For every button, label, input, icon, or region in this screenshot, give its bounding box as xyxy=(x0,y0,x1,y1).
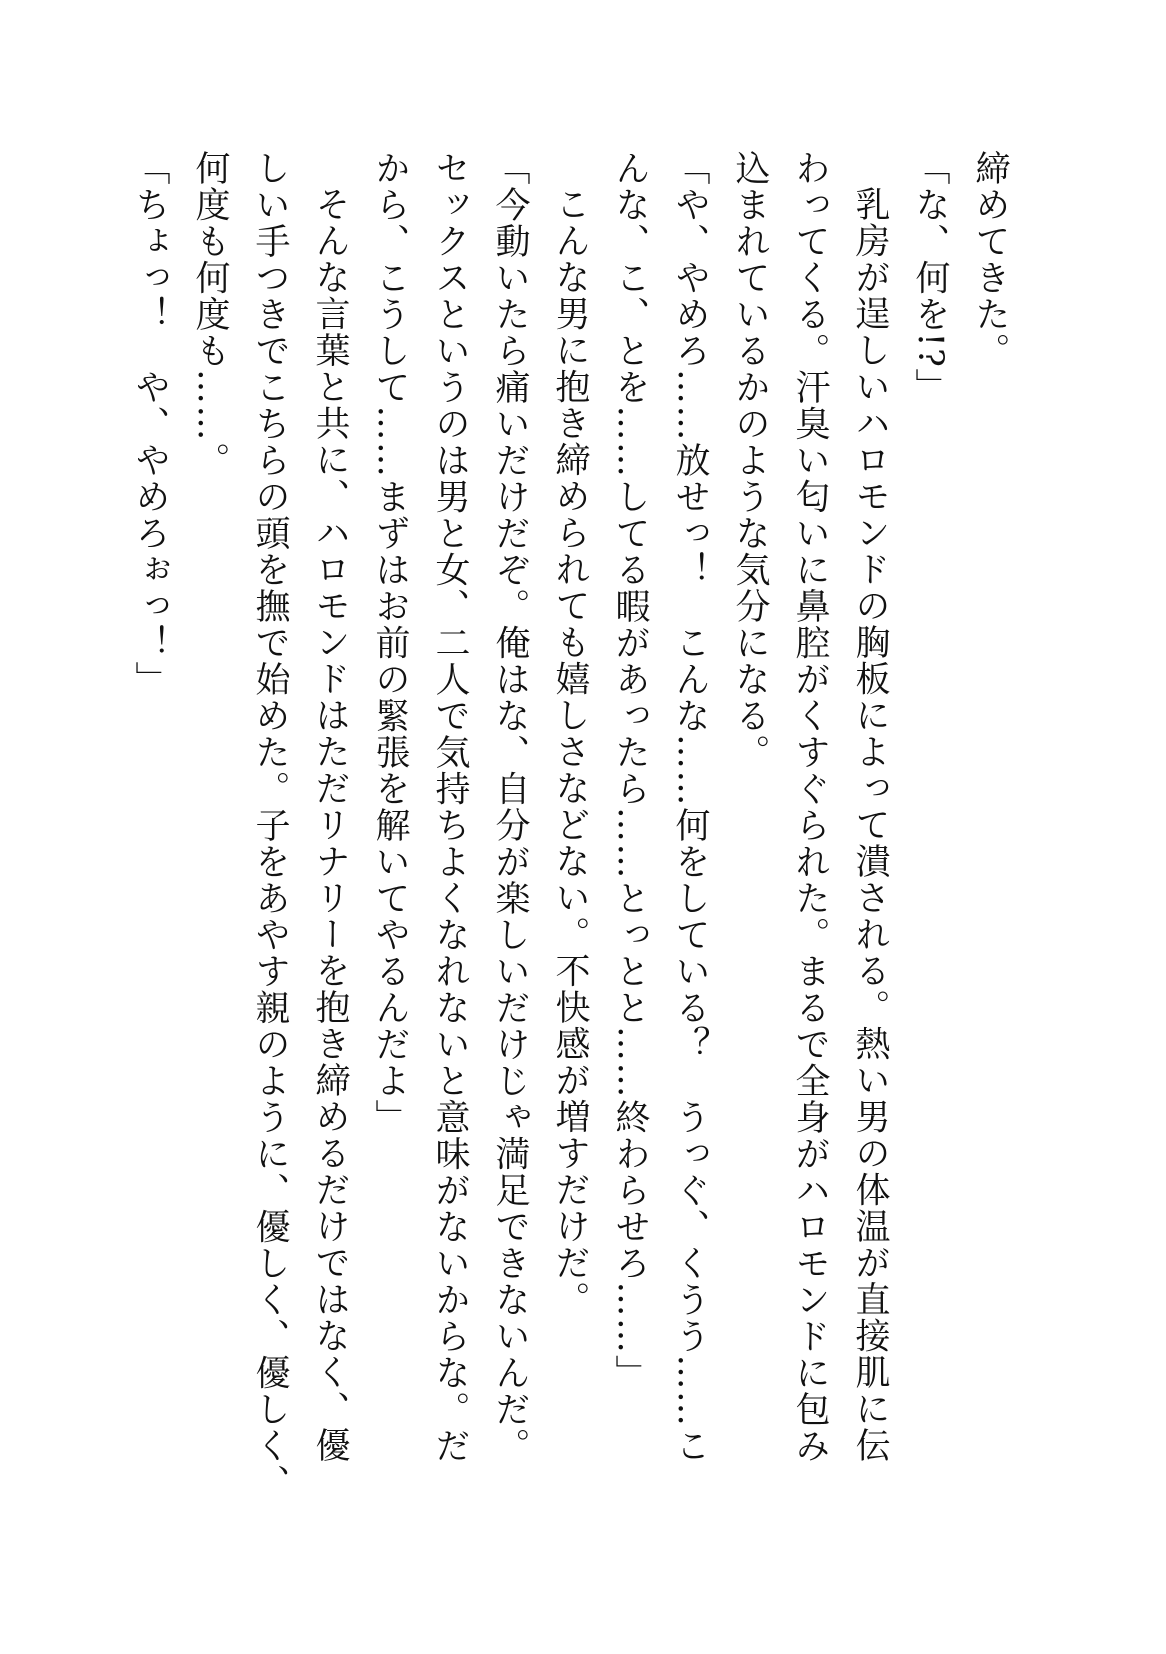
text-line-4: わってくる。汗臭い匂いに鼻腔がくすぐられた。まるで全身がハロモンドに包み xyxy=(790,150,830,1464)
text-line-8: こんな男に抱き締められても嬉しさなどない。不快感が増すだけだ。 xyxy=(550,186,590,1318)
text-line-10: セックスというのは男と女、二人で気持ちよくなれないと意味がないからな。だ xyxy=(430,150,470,1464)
text-line-13: しい手つきでこちらの頭を撫で始めた。子をあやす親のように、優しく、優しく、 xyxy=(250,150,290,1501)
text-line-15: 「ちょっ！ や、やめろぉっ！」 xyxy=(130,150,170,698)
text-line-2: 「な、何を!?」 xyxy=(910,150,950,405)
text-line-7: んな、こ、とを……してる暇があったら……とっとと……終わらせろ……」 xyxy=(610,150,650,1391)
text-line-14: 何度も何度も……。 xyxy=(190,150,230,479)
text-line-11: から、こうして……まずはお前の緊張を解いてやるんだよ」 xyxy=(370,150,410,1136)
text-line-5: 込まれているかのような気分になる。 xyxy=(730,150,770,771)
text-line-12: そんな言葉と共に、ハロモンドはただリナリーを抱き締めるだけではなく、優 xyxy=(310,186,350,1464)
text-line-9: 「今動いたら痛いだけだぞ。俺はな、自分が楽しいだけじゃ満足できないんだ。 xyxy=(490,150,530,1464)
text-line-1: 締めてきた。 xyxy=(970,150,1010,369)
text-line-3: 乳房が逞しいハロモンドの胸板によって潰される。熱い男の体温が直接肌に伝 xyxy=(850,186,890,1464)
novel-page xyxy=(120,150,1020,1550)
text-line-6: 「や、やめろ……放せっ！ こんな……何をしている？ うっぐ、くうう……こ xyxy=(670,150,710,1464)
